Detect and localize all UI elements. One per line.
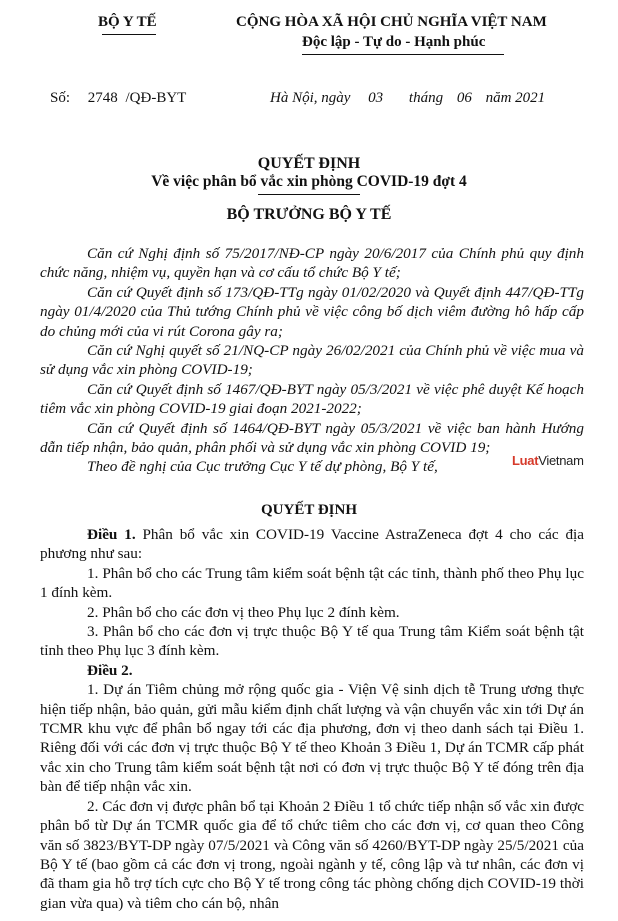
issuing-authority: BỘ TRƯỞNG BỘ Y TẾ <box>226 206 392 223</box>
preamble-item: Căn cứ Quyết định số 1467/QĐ-BYT ngày 05/3/2021 về việc phê duyệt Kế hoạch tiêm vắc xin phòng COVID-19 giai đoạn 2021-2022; <box>40 380 584 418</box>
decision-title: QUYẾT ĐỊNH <box>257 155 361 172</box>
year-label: năm 2021 <box>485 90 546 106</box>
document-number: 2748 <box>87 90 118 106</box>
luatvietnam-watermark: LuatVietnam <box>512 453 584 468</box>
number-prefix: Số: <box>50 90 71 106</box>
document-number-line <box>50 90 186 107</box>
ministry-underline <box>102 34 156 35</box>
preamble-item: Căn cứ Quyết định số 1464/QĐ-BYT ngày 05/3/2021 về việc ban hành Hướng dẫn tiếp nhận, bảo quản, phân phối và sử dụng vắc xin phòng COVID 19; <box>40 419 584 457</box>
article-1-item: 1. Phân bổ cho các Trung tâm kiểm soát bệnh tật các tỉnh, thành phố theo Phụ lục 1 đính kèm. <box>40 564 584 602</box>
article-1: Điều 1. Phân bổ vắc xin COVID-19 Vaccine AstraZeneca đợt 4 cho các địa phương như sau: <box>40 526 584 563</box>
republic-name: CỘNG HÒA XÃ HỘI CHỦ NGHĨA VIỆT NAM <box>236 14 547 30</box>
date-day: 03 <box>368 90 384 106</box>
decision-subject: Về việc phân bổ vắc xin phòng COVID-19 đợt 4 <box>151 173 467 190</box>
month-label: tháng <box>408 90 444 106</box>
preamble-item: Căn cứ Quyết định số 173/QĐ-TTg ngày 01/02/2020 và Quyết định 447/QĐ-TTg ngày 01/4/2020 của Thủ tướng Chính phủ về việc công bố dịch viêm đường hô hấp cấp do chủng mới của vi rút Corona gây ra; <box>40 283 584 340</box>
article-2-label: Điều 2. <box>87 661 133 679</box>
preamble-item: Theo đề nghị của Cục trưởng Cục Y tế dự phòng, Bộ Y tế, <box>87 458 438 476</box>
number-suffix: /QĐ-BYT <box>125 90 187 106</box>
article-2-item: 1. Dự án Tiêm chủng mở rộng quốc gia - Viện Vệ sinh dịch tễ Trung ương thực hiện tiếp nhận, bảo quản, gửi mẫu kiểm định chất lượng và vận chuyển vắc xin tới Dự án TCMR khu vực để phân bổ ngay tới các địa phương, đơn vị theo danh sách tại Điều 1. Riêng đối với các đơn vị trực thuộc Bộ Y tế theo Khoản 3 Điều 1, Dự án TCMR cấp phát vắc xin cho Trung tâm kiểm soát bệnh tật nơi có đơn vị trực thuộc Bộ Y tế đóng trên địa bàn để tiếp nhận vắc xin. <box>40 681 584 796</box>
article-1-label: Điều 1. <box>87 526 136 543</box>
ministry-name: BỘ Y TẾ <box>98 14 157 30</box>
subject-underline <box>258 194 360 195</box>
date-month: 06 <box>456 90 472 106</box>
articles <box>40 525 584 913</box>
preamble-item: Căn cứ Nghị định số 75/2017/NĐ-CP ngày 20/6/2017 của Chính phủ quy định chức năng, nhiệm vụ, quyền hạn và cơ cấu tổ chức Bộ Y tế; <box>40 245 584 282</box>
preamble <box>40 244 584 477</box>
national-motto: Độc lập - Tự do - Hạnh phúc <box>302 34 486 50</box>
article-2-item: 2. Các đơn vị được phân bổ tại Khoản 2 Điều 1 tổ chức tiếp nhận số vắc xin được phân bổ từ Dự án TCMR quốc gia để tổ chức tiêm cho các đơn vị, cơ quan theo Công văn số 3823/BYT-DP ngày 07/5/2021 và Công văn số 4260/BYT-DP ngày 25/5/2021 của Bộ Y tế (bao gồm cả các đơn vị trong, ngoài ngành y tế, công lập và tư nhân, các đơn vị đã tham gia hỗ trợ tích cực cho Bộ Y tế trong công tác phòng chống dịch COVID-19 thời gian vừa qua) và tiêm cho cán bộ, nhân <box>40 797 584 912</box>
decision-heading: QUYẾT ĐỊNH <box>261 502 357 518</box>
motto-underline <box>302 54 504 55</box>
place-date-prefix: Hà Nội, ngày <box>270 90 351 106</box>
article-1-item: 3. Phân bổ cho các đơn vị trực thuộc Bộ Y tế qua Trung tâm Kiểm soát bệnh tật tỉnh theo Phụ lục 3 đính kèm. <box>40 623 584 660</box>
place-date <box>270 90 545 107</box>
preamble-item: Căn cứ Nghị quyết số 21/NQ-CP ngày 26/02/2021 của Chính phủ về việc mua và sử dụng vắc xin phòng COVID-19; <box>40 342 584 379</box>
article-1-item: 2. Phân bổ cho các đơn vị theo Phụ lục 2 đính kèm. <box>87 603 400 621</box>
